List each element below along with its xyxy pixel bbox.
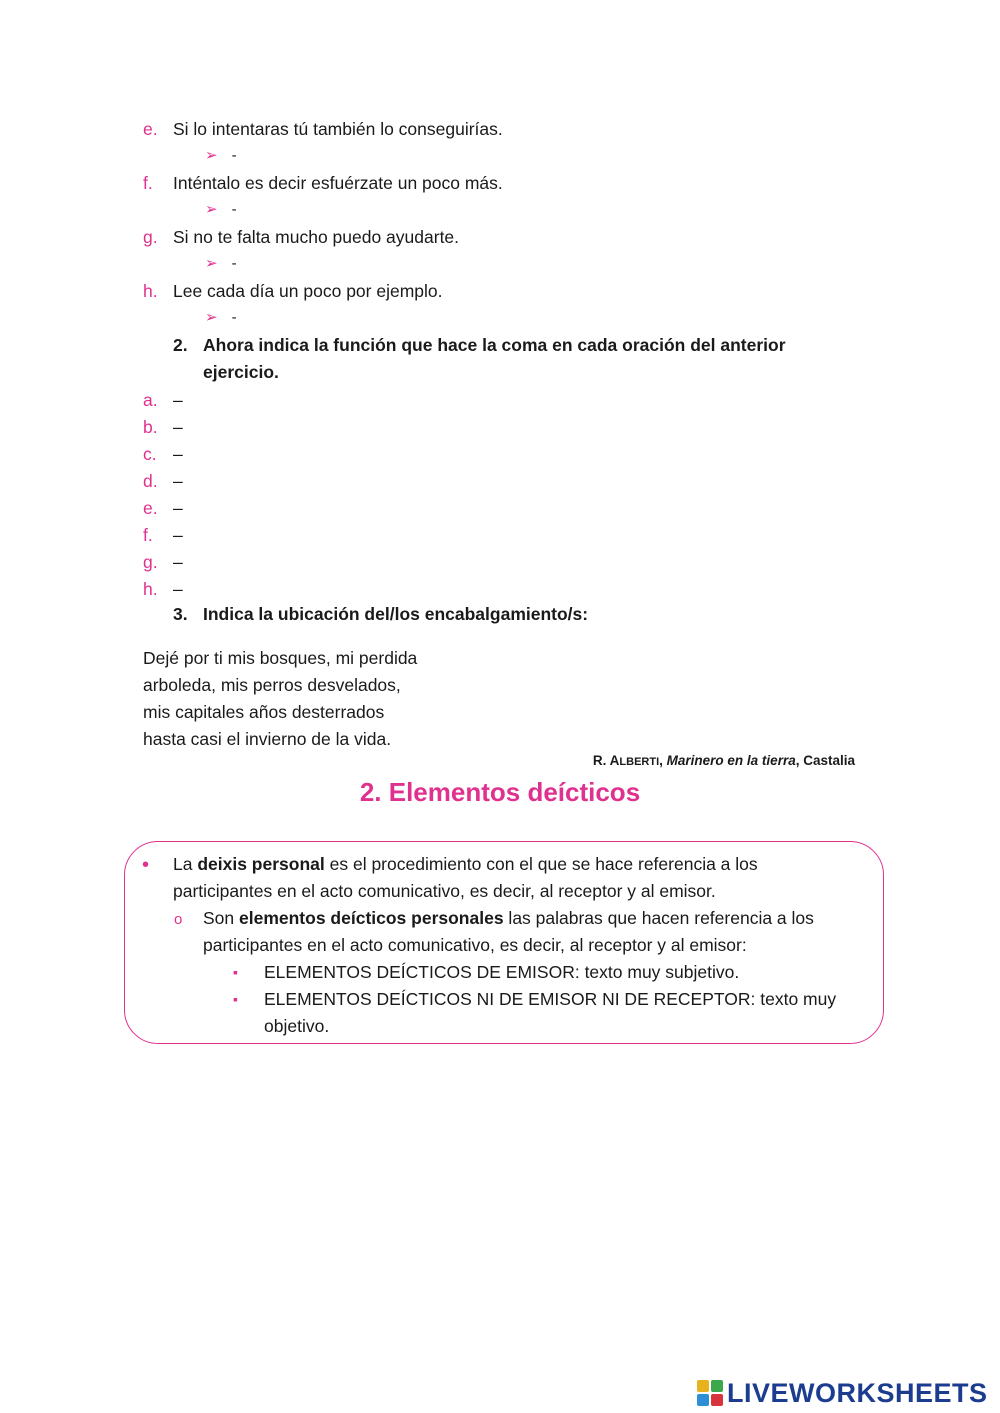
citation: R. ALBERTI, Marinero en la tierra, Castalia: [592, 753, 855, 768]
item-text: Si lo intentaras tú también lo conseguirías.: [173, 119, 503, 139]
square-bullet-icon: ▪: [233, 991, 238, 1007]
answer-field[interactable]: –: [173, 471, 183, 491]
circle-bullet-icon: o: [174, 911, 183, 928]
answer-letter: a.: [143, 390, 158, 410]
answer-letter: g.: [143, 552, 158, 572]
answer-dash: -: [231, 147, 237, 164]
logo-text: LIVEWORKSHEETS: [727, 1378, 988, 1408]
dot-bullet-icon: •: [142, 854, 150, 876]
liveworksheets-logo[interactable]: [697, 1378, 988, 1408]
question-number: 3.: [173, 604, 188, 624]
question-number: 2.: [173, 335, 188, 355]
logo-icon: [697, 1380, 723, 1406]
item-text: Inténtalo es decir esfuérzate un poco más.: [173, 173, 503, 193]
item-letter: g.: [143, 227, 158, 247]
answer-field[interactable]: –: [173, 579, 183, 599]
answer-field[interactable]: –: [173, 525, 183, 545]
term-elementos-deicticos: elementos deícticos personales: [239, 908, 504, 928]
answer-letter: b.: [143, 417, 158, 437]
poem-line: Dejé por ti mis bosques, mi perdida: [143, 648, 418, 668]
question-text: Indica la ubicación del/los encabalgamiento/s:: [203, 604, 589, 624]
arrow-icon: ➢: [205, 201, 218, 218]
answer-dash: -: [231, 309, 237, 326]
answer-field[interactable]: –: [173, 390, 183, 410]
item-text: Si no te falta mucho puedo ayudarte.: [173, 227, 460, 247]
answer-line[interactable]: [205, 254, 237, 274]
item-letter: h.: [143, 281, 158, 301]
answer-letter: e.: [143, 498, 158, 518]
item-text: Lee cada día un poco por ejemplo.: [173, 281, 443, 301]
arrow-icon: ➢: [205, 255, 218, 272]
arrow-icon: ➢: [205, 147, 218, 164]
question-text: Ahora indica la función que hace la coma en cada oración del anterior ejercicio.: [203, 335, 786, 382]
answer-letter: f.: [143, 525, 153, 545]
answer-letter: d.: [143, 471, 158, 491]
answer-field[interactable]: –: [173, 552, 183, 572]
arrow-icon: ➢: [205, 309, 218, 326]
section-title: 2. Elementos deícticos: [359, 777, 641, 807]
citation-work: Marinero en la tierra: [666, 753, 796, 768]
answer-line[interactable]: [205, 146, 237, 166]
item-letter: f.: [143, 173, 153, 193]
elements-paragraph: Son elementos deícticos personales las palabras que hacen referencia a los participantes en el acto comunicativo, es decir, al receptor y al emisor:: [203, 908, 814, 955]
deixis-paragraph: La deixis personal es el procedimiento con el que se hace referencia a los participantes en el acto comunicativo, es decir, al receptor y al emisor.: [173, 854, 758, 901]
answer-field[interactable]: –: [173, 498, 183, 518]
citation-publisher: , Castalia: [795, 753, 855, 768]
answer-line[interactable]: [205, 308, 237, 328]
item-letter: e.: [143, 119, 158, 139]
square-bullet-icon: ▪: [233, 964, 238, 980]
answer-dash: -: [231, 255, 237, 272]
answer-field[interactable]: –: [173, 444, 183, 464]
neutral-item: ELEMENTOS DEÍCTICOS NI DE EMISOR NI DE RECEPTOR: texto muy objetivo.: [264, 989, 837, 1036]
poem-line: mis capitales años desterrados: [143, 702, 385, 722]
poem-line: hasta casi el invierno de la vida.: [143, 729, 392, 749]
citation-author: R. ALBERTI: [592, 753, 660, 768]
answer-letter: h.: [143, 579, 158, 599]
poem-line: arboleda, mis perros desvelados,: [143, 675, 401, 695]
answer-dash: -: [231, 201, 237, 218]
answer-line[interactable]: [205, 200, 237, 220]
emisor-item: ELEMENTOS DEÍCTICOS DE EMISOR: texto muy subjetivo.: [264, 962, 740, 982]
term-deixis-personal: deixis personal: [197, 854, 325, 874]
answer-field[interactable]: –: [173, 417, 183, 437]
answer-letter: c.: [143, 444, 157, 464]
